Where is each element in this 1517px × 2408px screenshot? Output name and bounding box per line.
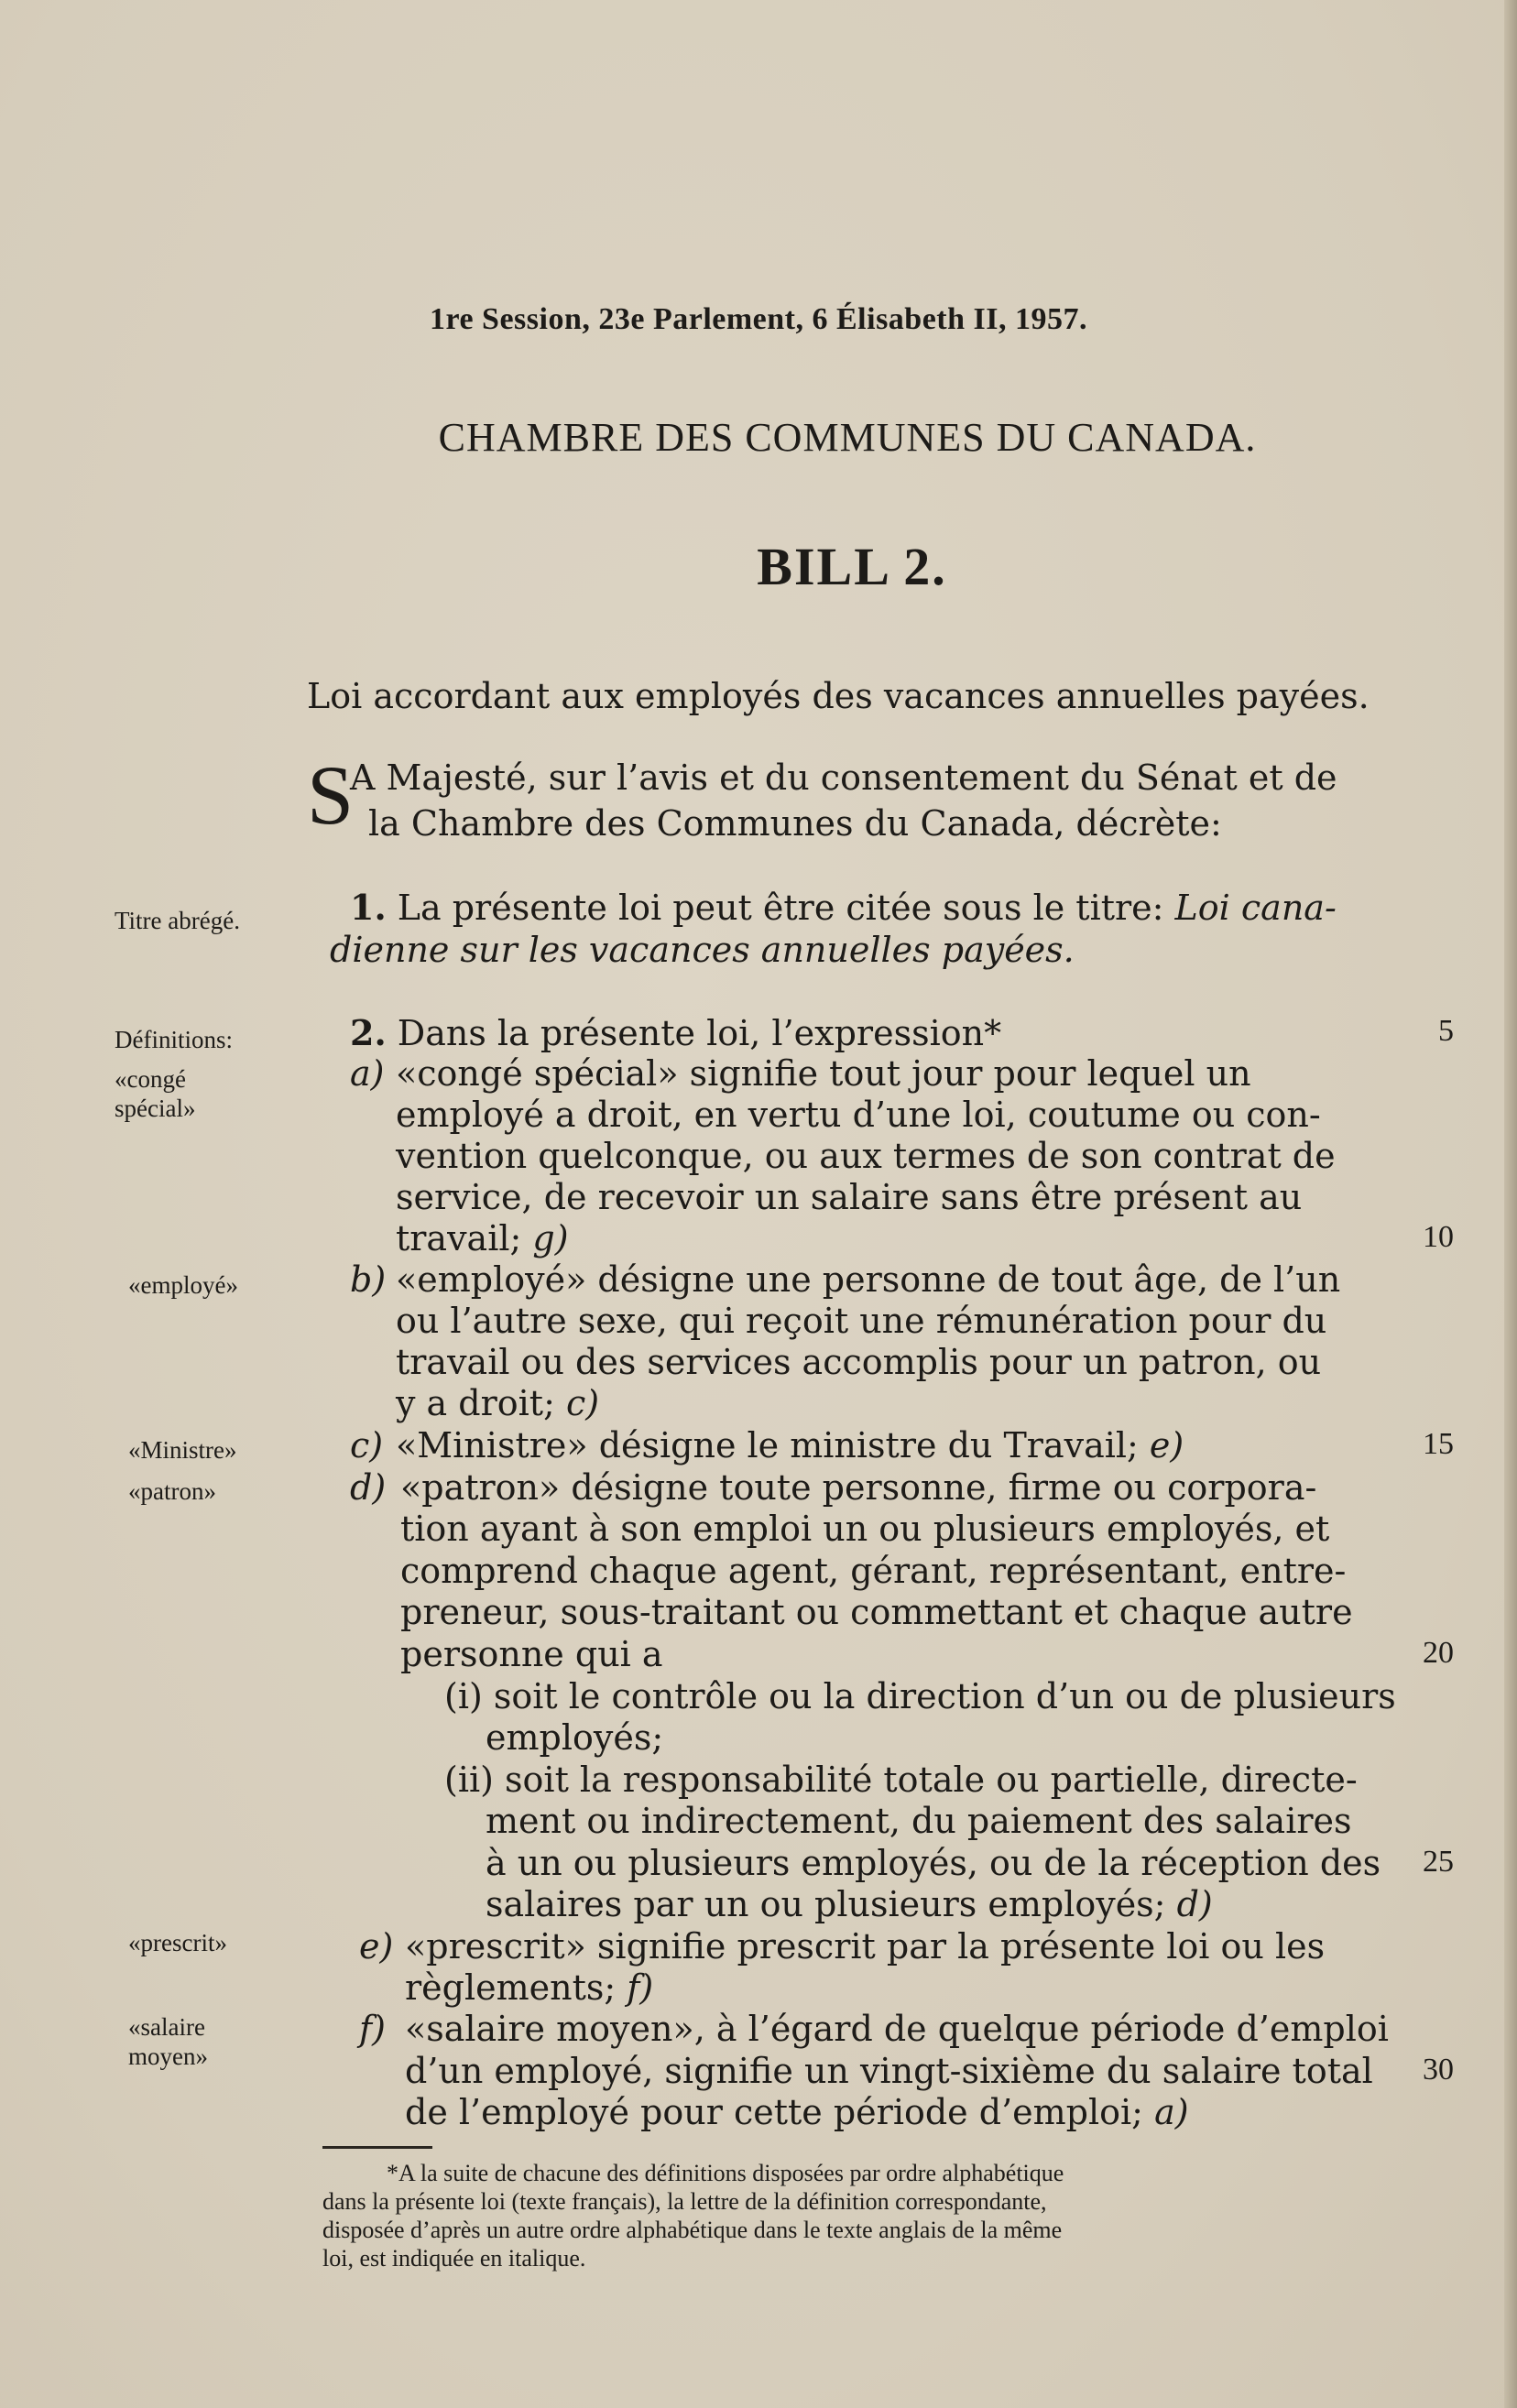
definition-c-letter: c) xyxy=(350,1425,384,1466)
definition-a-last: travail; g) xyxy=(396,1218,569,1258)
margin-note-ministre: «Ministre» xyxy=(128,1436,237,1464)
definition-d-sub-ii-last: salaires par un ou plusieurs employés; d) xyxy=(486,1884,1213,1924)
definition-d-sub-ii: à un ou plusieurs employés, ou de la réception des xyxy=(486,1843,1381,1883)
margin-note-salaire-2: moyen» xyxy=(128,2043,208,2070)
long-title: Loi accordant aux employés des vacances annuelles payées. xyxy=(307,676,1370,716)
definition-d-sub-ii: ment ou indirectement, du paiement des salaires xyxy=(486,1801,1352,1841)
section-2-intro: 2. Dans la présente loi, l’expression* xyxy=(350,1012,1002,1053)
margin-note-salaire: «salaire xyxy=(128,2013,205,2041)
margin-note-definitions: Définitions: xyxy=(115,1026,233,1053)
margin-note-employe: «employé» xyxy=(128,1271,238,1299)
definition-e-letter: e) xyxy=(359,1926,394,1967)
line-number: 20 xyxy=(1423,1636,1454,1670)
definition-b-line: travail ou des services accomplis pour un patron, ou xyxy=(396,1342,1322,1382)
definition-b-line: «employé» désigne une personne de tout âge, de l’un xyxy=(396,1259,1341,1300)
line-number: 15 xyxy=(1423,1427,1454,1461)
margin-note-patron: «patron» xyxy=(128,1477,216,1505)
definition-b-last: y a droit; c) xyxy=(396,1383,600,1423)
footnote-line: loi, est indiquée en italique. xyxy=(322,2245,586,2272)
footnote-rule xyxy=(322,2146,432,2149)
definition-d-line: preneur, sous-traitant ou commettant et chaque autre xyxy=(400,1592,1353,1632)
section-1-line-2: dienne sur les vacances annuelles payées. xyxy=(330,930,1075,970)
section-1-number: 1. xyxy=(350,887,387,928)
definition-d-line: comprend chaque agent, gérant, représentant, entre- xyxy=(400,1551,1347,1591)
definition-f-line: d’un employé, signifie un vingt-sixième du salaire total xyxy=(405,2051,1373,2091)
definition-d-sub-i: (i) soit le contrôle ou la direction d’un ou de plusieurs xyxy=(444,1676,1396,1716)
chamber-title: CHAMBRE DES COMMUNES DU CANADA. xyxy=(438,415,1257,460)
section-2-number: 2. xyxy=(350,1012,387,1053)
definition-e-last: règlements; f) xyxy=(405,1967,654,2008)
margin-note-conge-2: spécial» xyxy=(115,1095,196,1122)
definition-b-letter: b) xyxy=(350,1259,387,1300)
bill-number: BILL 2. xyxy=(757,537,947,596)
footnote-line: *A la suite de chacune des définitions disposées par ordre alphabétique xyxy=(387,2160,1064,2186)
margin-note-short-title: Titre abrégé. xyxy=(115,907,240,934)
drop-cap: S xyxy=(307,748,355,842)
footnote-line: disposée d’après un autre ordre alphabétique dans le texte anglais de la même xyxy=(322,2217,1063,2243)
line-number: 10 xyxy=(1423,1220,1454,1254)
definition-d-line: personne qui a xyxy=(400,1634,663,1674)
margin-note-prescrit: «prescrit» xyxy=(128,1929,227,1956)
definition-a-line: «congé spécial» signifie tout jour pour lequel un xyxy=(396,1053,1251,1094)
enacting-line-1: A Majesté, sur l’avis et du consentement du Sénat et de xyxy=(350,757,1337,798)
definition-b-line: ou l’autre sexe, qui reçoit une rémunération pour du xyxy=(396,1301,1327,1341)
definition-a-line: service, de recevoir un salaire sans être présent au xyxy=(396,1177,1303,1217)
definition-d-line: «patron» désigne toute personne, firme ou corpora- xyxy=(400,1467,1317,1508)
line-number: 30 xyxy=(1423,2053,1454,2087)
margin-note-conge: «congé xyxy=(115,1065,186,1093)
line-number: 5 xyxy=(1438,1014,1454,1048)
footnote-line: dans la présente loi (texte français), la lettre de la définition correspondante, xyxy=(322,2188,1047,2215)
definition-e-line: «prescrit» signifie prescrit par la présente loi ou les xyxy=(405,1926,1326,1967)
definition-d-line: tion ayant à son emploi un ou plusieurs employés, et xyxy=(400,1509,1330,1549)
definition-d-letter: d) xyxy=(350,1467,387,1508)
definition-f-line: «salaire moyen», à l’égard de quelque période d’emploi xyxy=(405,2009,1389,2049)
line-number: 25 xyxy=(1423,1845,1454,1879)
definition-a-letter: a) xyxy=(350,1053,385,1094)
enacting-line-2: la Chambre des Communes du Canada, décrète: xyxy=(368,803,1222,844)
definition-d-sub-i: employés; xyxy=(486,1717,664,1758)
definition-f-last: de l’employé pour cette période d’emploi; a) xyxy=(405,2092,1189,2132)
definition-a-line: vention quelconque, ou aux termes de son contrat de xyxy=(396,1136,1336,1176)
definition-d-sub-ii: (ii) soit la responsabilité totale ou partielle, directe- xyxy=(444,1760,1358,1800)
definition-f-letter: f) xyxy=(359,2009,386,2049)
definition-a-line: employé a droit, en vertu d’une loi, coutume ou con- xyxy=(396,1095,1321,1135)
definition-c-text: «Ministre» désigne le ministre du Travail; e) xyxy=(396,1425,1184,1466)
page-edge-shadow xyxy=(1504,0,1517,2408)
section-1-line-1: 1. La présente loi peut être citée sous le titre: Loi cana- xyxy=(350,887,1337,928)
session-line: 1re Session, 23e Parlement, 6 Élisabeth II, 1957. xyxy=(429,302,1087,336)
